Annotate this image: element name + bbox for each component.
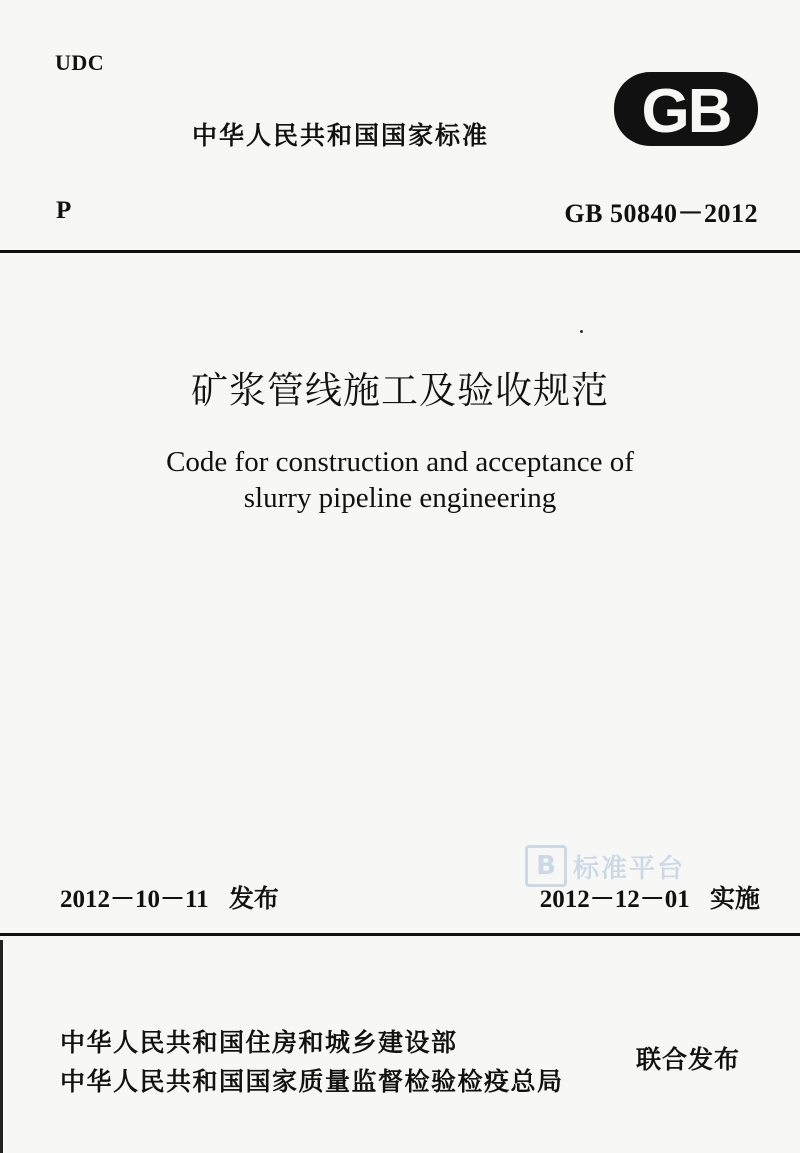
- joint-issue-label: 联合发布: [636, 1045, 741, 1074]
- footer-divider: [0, 933, 800, 936]
- udc-label: UDC: [55, 50, 105, 75]
- watermark-logo-icon: B: [525, 845, 567, 887]
- effective-date: 2012－12－01: [539, 886, 690, 913]
- gb-logo-text: GB: [641, 77, 731, 146]
- publish-date-line: [60, 879, 279, 915]
- issuer-line-1: 中华人民共和国住房和城乡建设部: [60, 1028, 458, 1057]
- header-divider: [0, 250, 800, 253]
- effective-date-line: [540, 879, 760, 915]
- publish-label: 发布: [228, 884, 279, 913]
- standard-number: GB 50840－2012: [564, 199, 758, 228]
- standard-type-title: 中华人民共和国国家标准: [192, 121, 490, 150]
- issuer-line-2: 中华人民共和国国家质量监督检验检疫总局: [60, 1067, 564, 1096]
- scan-edge: [0, 940, 3, 1153]
- effective-label: 实施: [709, 884, 760, 913]
- print-speck: [580, 330, 583, 333]
- gb-logo: [612, 70, 760, 148]
- english-title-line-1: Code for construction and acceptance of: [166, 446, 634, 478]
- english-title: [0, 444, 800, 516]
- category-code: P: [56, 197, 72, 224]
- english-title-line-2: slurry pipeline engineering: [243, 482, 557, 514]
- chinese-title: 矿浆管线施工及验收规范: [191, 369, 609, 412]
- publish-date: 2012－10－11: [60, 886, 209, 913]
- watermark-text: 标准平台: [573, 853, 686, 884]
